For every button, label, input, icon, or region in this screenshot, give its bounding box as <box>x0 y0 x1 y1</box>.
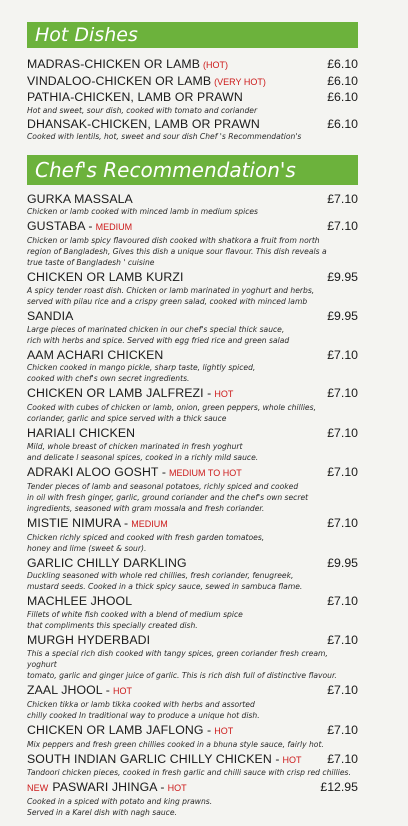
menu-item-row <box>27 426 358 441</box>
dish-description: A spicy tender roast dish. Chicken or lamb marinated in yoghurt and herbs, served with pilau rice and a crispy green salad, cooked with minced lamb <box>27 285 315 306</box>
menu-item-row <box>27 633 358 648</box>
menu-item-row <box>27 752 358 768</box>
dish-name: AAM ACHARI CHICKEN <box>27 347 164 362</box>
spice-level-tag: MEDIUM TO HOT <box>169 468 242 479</box>
dish-name: DHANSAK-CHICKEN, LAMB OR PRAWN <box>27 116 260 131</box>
dish-name: ZAAL JHOOL - <box>27 683 110 698</box>
dish-description: Tender pieces of lamb and seasonal potatoes, richly spiced and cooked in oil with fresh ginger, garlic, ground coriander and the chef's own secret ingredients, seasoned with gram mossala and fresh coriander. <box>27 481 309 513</box>
dish-name: CHICKEN OR LAMB KURZI <box>27 270 184 285</box>
dish-description: Cooked in a spiced with potato and king prawns. Served in a Karel dish with nagh sauce. <box>27 796 213 817</box>
dish-price: £7.10 <box>327 515 358 530</box>
menu-item <box>27 780 358 818</box>
menu-item-title <box>27 780 187 796</box>
menu-item-title <box>27 270 184 285</box>
menu-item-row <box>27 117 358 132</box>
dish-description: Hot and sweet, sour dish, cooked with tomato and coriander <box>27 105 258 115</box>
dish-name: MISTIE NIMURA - <box>27 515 129 530</box>
dish-price: £7.10 <box>327 386 358 401</box>
dish-name: PASWARI JHINGA - <box>52 780 165 795</box>
dish-description: Chicken or lamb cooked with minced lamb in medium spices <box>27 207 259 217</box>
menu-item-row <box>27 780 358 796</box>
spice-level-tag: HOT <box>214 389 234 400</box>
dish-description: Chicken richly spiced and cooked with fresh garden tomatoes, honey and lime (sweet & sour). <box>27 532 265 553</box>
menu-item <box>27 594 358 631</box>
menu-item-row <box>27 386 358 402</box>
menu-item <box>27 219 358 268</box>
menu-item-row <box>27 348 358 363</box>
dish-name: MADRAS-CHICKEN OR LAMB <box>27 57 201 71</box>
menu-item-row <box>27 723 358 739</box>
menu-item-title <box>27 683 132 699</box>
menu-item-title <box>27 465 242 481</box>
menu-item-row <box>27 219 358 235</box>
menu-item-row <box>27 192 358 207</box>
dish-price: £7.10 <box>327 751 358 766</box>
dish-name: SOUTH INDIAN GARLIC CHILLY CHICKEN - <box>27 751 280 766</box>
dish-price: £7.10 <box>327 683 358 698</box>
menu-item <box>27 426 358 463</box>
menu-item-title <box>27 309 73 324</box>
dish-name: GURKA MASSALA <box>27 191 133 206</box>
menu-item <box>27 74 358 90</box>
dish-price: £7.10 <box>327 191 358 206</box>
spice-level-tag: (VERY HOT) <box>214 76 266 87</box>
section-header-hot-dishes: Hot Dishes <box>27 22 358 48</box>
menu-item-title <box>27 57 228 73</box>
dish-name: CHICKEN OR LAMB JALFREZI - <box>27 386 212 401</box>
dish-description: Mild, whole breast of chicken marinated in fresh yoghurt and delicate l seasonal spices, cooked in a richly mild sauce. <box>27 441 259 462</box>
dish-name: PATHIA-CHICKEN, LAMB OR PRAWN <box>27 90 243 105</box>
menu-item-row <box>27 465 358 481</box>
menu-item-title <box>27 348 163 363</box>
dish-price: £6.10 <box>327 73 358 88</box>
spice-level-tag: MEDIUM <box>131 518 168 529</box>
dish-price: £9.95 <box>327 270 358 285</box>
dish-description: This a special rich dish cooked with tangy spices, green coriander fresh cream, yoghurt tomato, garlic and ginger juice of garlic. This is rich dish full of distinctive flavour. <box>27 648 337 681</box>
spice-level-tag: HOT <box>214 725 234 736</box>
dish-description: Mix peppers and fresh green chillies cooked in a bhuna style sauce, fairly hot. <box>27 739 324 749</box>
dish-name: MACHLEE JHOOL <box>27 594 133 609</box>
section-header-chefs-recommendations: Chef's Recommendation's <box>27 155 358 185</box>
dish-price: £7.10 <box>327 219 358 234</box>
menu-item-row <box>27 556 358 571</box>
menu-item-title <box>27 633 150 648</box>
menu-item <box>27 752 358 779</box>
dish-description: Chicken or lamb spicy flavoured dish cooked with shatkora a fruit from north region of Bangladesh, Gives this dish a unique sour flavour. This dish reveals a true taste of Bangladesh ' cuisine <box>27 235 327 268</box>
chefs-recommendations-list <box>27 192 358 819</box>
menu-item <box>27 386 358 424</box>
spice-level-tag: MEDIUM <box>95 222 133 233</box>
dish-price: £6.10 <box>327 57 358 71</box>
menu-item <box>27 117 358 143</box>
menu-item <box>27 723 358 750</box>
dish-name: GARLIC CHILLY DARKLING <box>27 555 187 570</box>
dish-name: HARIALI CHICKEN <box>27 426 136 441</box>
menu-item-title <box>27 117 260 132</box>
menu-item-title <box>27 219 132 235</box>
dish-name: MURGH HYDERBADI <box>27 633 151 648</box>
dish-name: ADRAKI ALOO GOSHT - <box>27 465 167 480</box>
dish-price: £7.10 <box>327 465 358 480</box>
menu-item <box>27 270 358 307</box>
menu-item <box>27 633 358 681</box>
menu-item-row <box>27 309 358 324</box>
dish-price: £12.95 <box>320 780 358 795</box>
menu-item-title <box>27 556 187 571</box>
menu-item-row <box>27 516 358 532</box>
menu-item-row <box>27 683 358 699</box>
menu-item-title <box>27 516 168 532</box>
spice-level-tag: HOT <box>167 783 187 794</box>
menu-item <box>27 192 358 218</box>
menu-item <box>27 556 358 593</box>
dish-description: Cooked with cubes of chicken or lamb, onion, green peppers, whole chillies, coriander, garlic and spice served with a thick sauce <box>27 403 316 424</box>
dish-price: £7.10 <box>327 722 358 737</box>
dish-description: Cooked with lentils, hot, sweet and sour dish Chef 's Recommendation's <box>27 132 302 142</box>
menu-item-title <box>27 192 133 207</box>
dish-price: £9.95 <box>327 308 358 323</box>
menu-item-row <box>27 594 358 609</box>
menu-item-title <box>27 594 132 609</box>
dish-price: £7.10 <box>327 633 358 648</box>
dish-name: SANDIA <box>27 308 74 323</box>
menu-item-title <box>27 74 266 90</box>
menu-item <box>27 516 358 554</box>
dish-name: VINDALOO-CHICKEN OR LAMB <box>27 73 212 88</box>
dish-price: £6.10 <box>327 116 358 131</box>
menu-item-title <box>27 752 302 768</box>
dish-description: Tandoori chicken pieces, cooked in fresh garlic and chilli sauce with crisp red chillies. <box>27 768 351 778</box>
dish-description: Chicken tikka or lamb tikka cooked with herbs and assorted chilly cooked In traditional way to produce a unique hot dish. <box>27 699 260 720</box>
dish-name: GUSTABA - <box>27 219 93 234</box>
menu-item-row <box>27 74 358 90</box>
dish-name: CHICKEN OR LAMB JAFLONG - <box>27 722 212 737</box>
dish-description: Fillets of white fish cooked with a blend of medium spice that compliments this specially created dish. <box>27 610 243 631</box>
dish-price: £9.95 <box>327 555 358 570</box>
menu-item <box>27 309 358 346</box>
menu-item-title <box>27 90 243 105</box>
menu-item <box>27 57 358 73</box>
menu-item <box>27 683 358 721</box>
menu-item <box>27 465 358 514</box>
dish-description: Large pieces of marinated chicken in our chef's special thick sauce, rich with herbs and spice. Served with egg fried rice and green salad <box>27 324 290 345</box>
dish-price: £6.10 <box>327 90 358 105</box>
menu-item-row <box>27 270 358 285</box>
spice-level-tag: (HOT) <box>203 60 229 70</box>
menu-item-row <box>27 90 358 105</box>
new-badge: NEW <box>27 783 49 794</box>
menu-item <box>27 348 358 385</box>
menu-item-title <box>27 723 233 739</box>
dish-description: Duckling seasoned with whole red chillies, fresh coriander, fenugreek, mustard seeds. Cooked in a thick spicy sauce, sewed in sambuca flame. <box>27 571 303 592</box>
dish-price: £7.10 <box>327 347 358 362</box>
dish-description: Chicken cooked in mango pickle, sharp taste, lightly spiced, cooked with chef's own secret ingredients. <box>27 363 256 384</box>
menu-item-title <box>27 386 233 402</box>
hot-dishes-list <box>27 57 358 143</box>
dish-price: £7.10 <box>327 594 358 609</box>
menu-item-row <box>27 57 358 73</box>
menu-item-title <box>27 426 135 441</box>
menu-item <box>27 90 358 116</box>
spice-level-tag: HOT <box>112 686 132 697</box>
dish-price: £7.10 <box>327 426 358 441</box>
spice-level-tag: HOT <box>282 754 302 765</box>
